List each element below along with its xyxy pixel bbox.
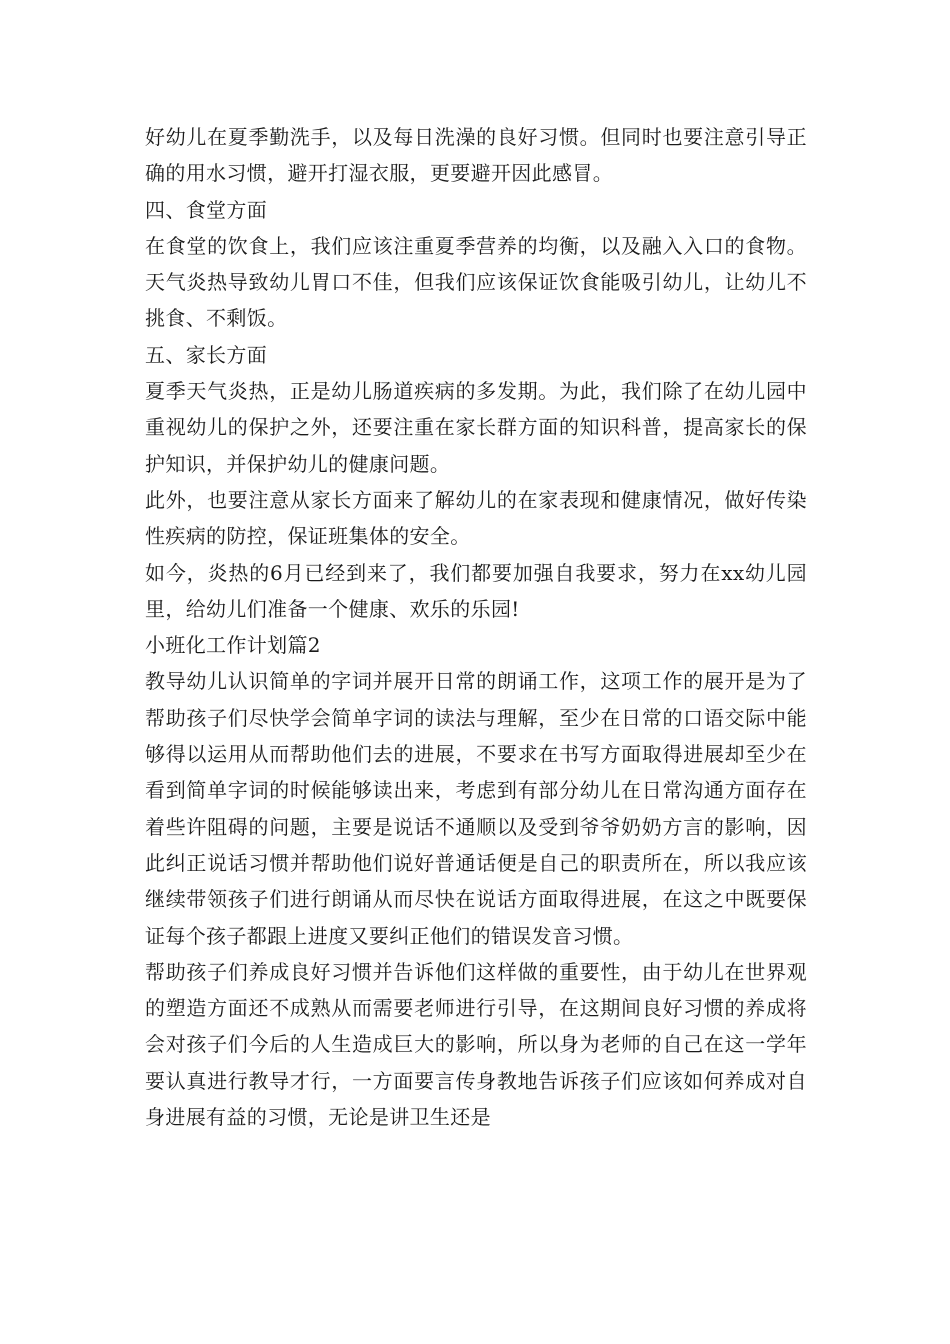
paragraph-reading: 教导幼儿认识简单的字词并展开日常的朗诵工作，这项工作的展开是为了帮助孩子们尽快学会简单字词的读法与理解，至少在日常的口语交际中能够得以运用从而帮助他们去的进展，不要求在书写方面取得进展却至少在看到简单字词的时候能够读出来，考虑到有部分幼儿在日常沟通方面存在着些许阻碍的问题，主要是说话不通顺以及受到爷爷奶奶方言的影响，因此纠正说话习惯并帮助他们说好普通话便是自己的职责所在，所以我应该继续带领孩子们进行朗诵从而尽快在说话方面取得进展，在这之中既要保证每个孩子都跟上进度又要纠正他们的错误发音习惯。 xyxy=(145,669,807,948)
paragraph-canteen: 在食堂的饮食上，我们应该注重夏季营养的均衡，以及融入入口的食物。天气炎热导致幼儿胃口不佳，但我们应该保证饮食能吸引幼儿，让幼儿不挑食、不剩饭。 xyxy=(145,233,807,331)
paragraph-parents-health: 夏季天气炎热，正是幼儿肠道疾病的多发期。为此，我们除了在幼儿园中重视幼儿的保护之外，还要注重在家长群方面的知识科普，提高家长的保护知识，并保护幼儿的健康问题。 xyxy=(145,379,807,476)
heading-canteen: 四、食堂方面 xyxy=(145,197,268,222)
paragraph-habits: 帮助孩子们养成良好习惯并告诉他们这样做的重要性，由于幼儿在世界观的塑造方面还不成熟从而需要老师进行引导，在这期间良好习惯的养成将会对孩子们今后的人生造成巨大的影响，所以身为老师的自己在这一学年要认真进行教导才行，一方面要言传身教地告诉孩子们应该如何养成对自身进展有益的习惯，无论是讲卫生还是 xyxy=(145,959,807,1130)
paragraph-june-summary: 如今，炎热的6月已经到来了，我们都要加强自我要求，努力在xx幼儿园里，给幼儿们准备一个健康、欢乐的乐园! xyxy=(145,560,807,621)
heading-plan-part2: 小班化工作计划篇2 xyxy=(145,633,321,658)
heading-parents: 五、家长方面 xyxy=(145,342,268,367)
document-body xyxy=(145,119,807,1135)
paragraph-handwashing: 好幼儿在夏季勤洗手，以及每日洗澡的良好习惯。但同时也要注意引导正确的用水习惯，避开打湿衣服，更要避开因此感冒。 xyxy=(145,125,807,186)
paragraph-parents-home: 此外，也要注意从家长方面来了解幼儿的在家表现和健康情况，做好传染性疾病的防控，保证班集体的安全。 xyxy=(145,487,807,549)
